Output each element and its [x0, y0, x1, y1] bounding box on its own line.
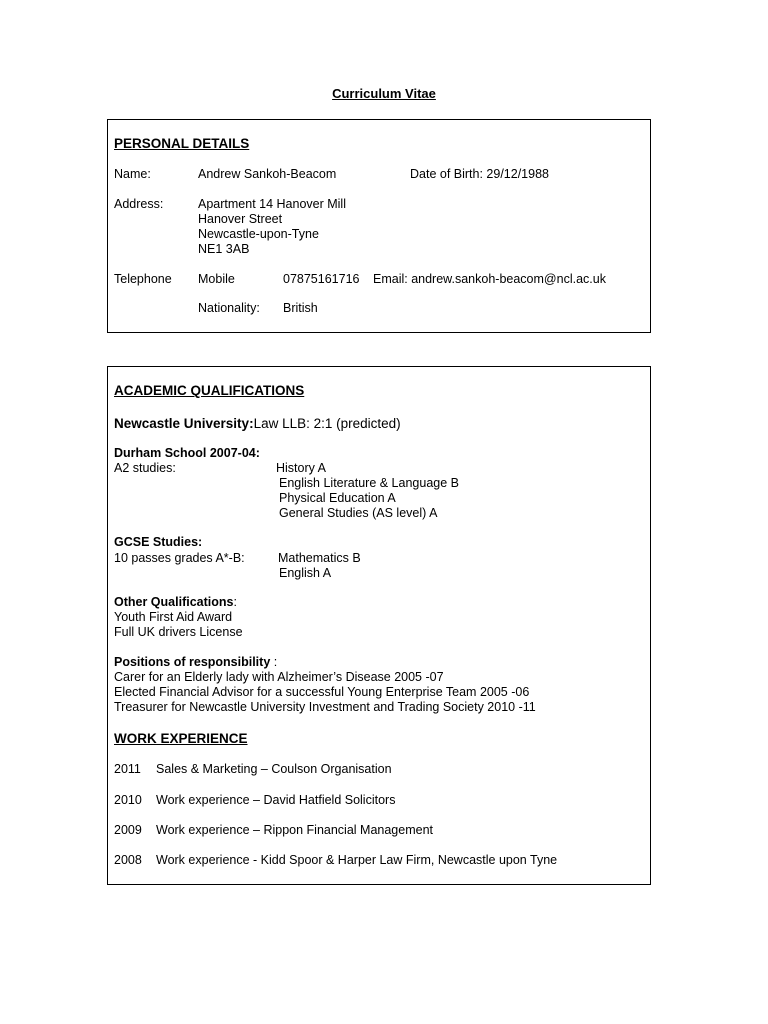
other-qualifications-heading	[114, 595, 237, 610]
academic-heading: ACADEMIC QUALIFICATIONS	[114, 383, 305, 398]
work-year: 2011	[114, 762, 141, 776]
address-line: Apartment 14 Hanover Mill	[198, 197, 346, 211]
telephone-label: Telephone	[114, 272, 172, 286]
document-title: Curriculum Vitae	[332, 86, 436, 101]
name-value: Andrew Sankoh-Beacom	[198, 167, 337, 181]
gcse-subject: Mathematics B	[278, 551, 361, 565]
nationality-value: British	[283, 301, 318, 315]
mobile-number: 07875161716	[283, 272, 360, 286]
work-experience-heading: WORK EXPERIENCE	[114, 731, 248, 746]
university-value: Law LLB: 2:1 (predicted)	[253, 416, 401, 431]
position-item: Treasurer for Newcastle University Investment and Trading Society 2010 -11	[114, 700, 536, 714]
a2-subject: History A	[276, 461, 327, 475]
durham-heading: Durham School 2007-04:	[114, 446, 260, 460]
address-line: NE1 3AB	[198, 242, 250, 256]
university-entry	[114, 416, 401, 431]
work-description: Work experience – David Hatfield Solicitors	[156, 793, 396, 807]
address-line: Hanover Street	[198, 212, 283, 226]
positions-title: Positions of responsibility	[114, 655, 271, 669]
personal-details-heading: PERSONAL DETAILS	[114, 136, 250, 151]
work-year: 2008	[114, 853, 142, 867]
other-qualification-item: Youth First Aid Award	[114, 610, 233, 624]
a2-subject: English Literature & Language B	[279, 476, 459, 490]
gcse-heading: GCSE Studies:	[114, 535, 203, 549]
date-of-birth: Date of Birth: 29/12/1988	[410, 167, 549, 181]
a2-label: A2 studies:	[114, 461, 176, 475]
position-item: Carer for an Elderly lady with Alzheimer’s Disease 2005 -07	[114, 670, 444, 684]
positions-heading	[114, 655, 277, 670]
other-qualifications-colon: :	[233, 595, 237, 609]
personal-details-box	[107, 119, 651, 333]
university-label: Newcastle University:	[114, 416, 254, 431]
work-description: Work experience - Kidd Spoor & Harper Law Firm, Newcastle upon Tyne	[156, 853, 558, 867]
work-description: Sales & Marketing – Coulson Organisation	[156, 762, 392, 776]
work-year: 2009	[114, 823, 142, 837]
address-line: Newcastle-upon-Tyne	[198, 227, 319, 241]
a2-subject: General Studies (AS level) A	[279, 506, 438, 520]
nationality-label: Nationality:	[198, 301, 260, 315]
name-label: Name:	[114, 167, 151, 181]
mobile-label: Mobile	[198, 272, 235, 286]
address-label: Address:	[114, 197, 164, 211]
a2-subject: Physical Education A	[279, 491, 396, 505]
email: Email: andrew.sankoh-beacom@ncl.ac.uk	[373, 272, 606, 286]
other-qualifications-title: Other Qualifications	[114, 595, 234, 609]
position-item: Elected Financial Advisor for a successful Young Enterprise Team 2005 -06	[114, 685, 530, 699]
gcse-label: 10 passes grades A*-B:	[114, 551, 245, 565]
gcse-subject: English A	[279, 566, 332, 580]
positions-colon: :	[270, 655, 278, 669]
work-year: 2010	[114, 793, 142, 807]
other-qualification-item: Full UK drivers License	[114, 625, 243, 639]
work-description: Work experience – Rippon Financial Management	[156, 823, 434, 837]
